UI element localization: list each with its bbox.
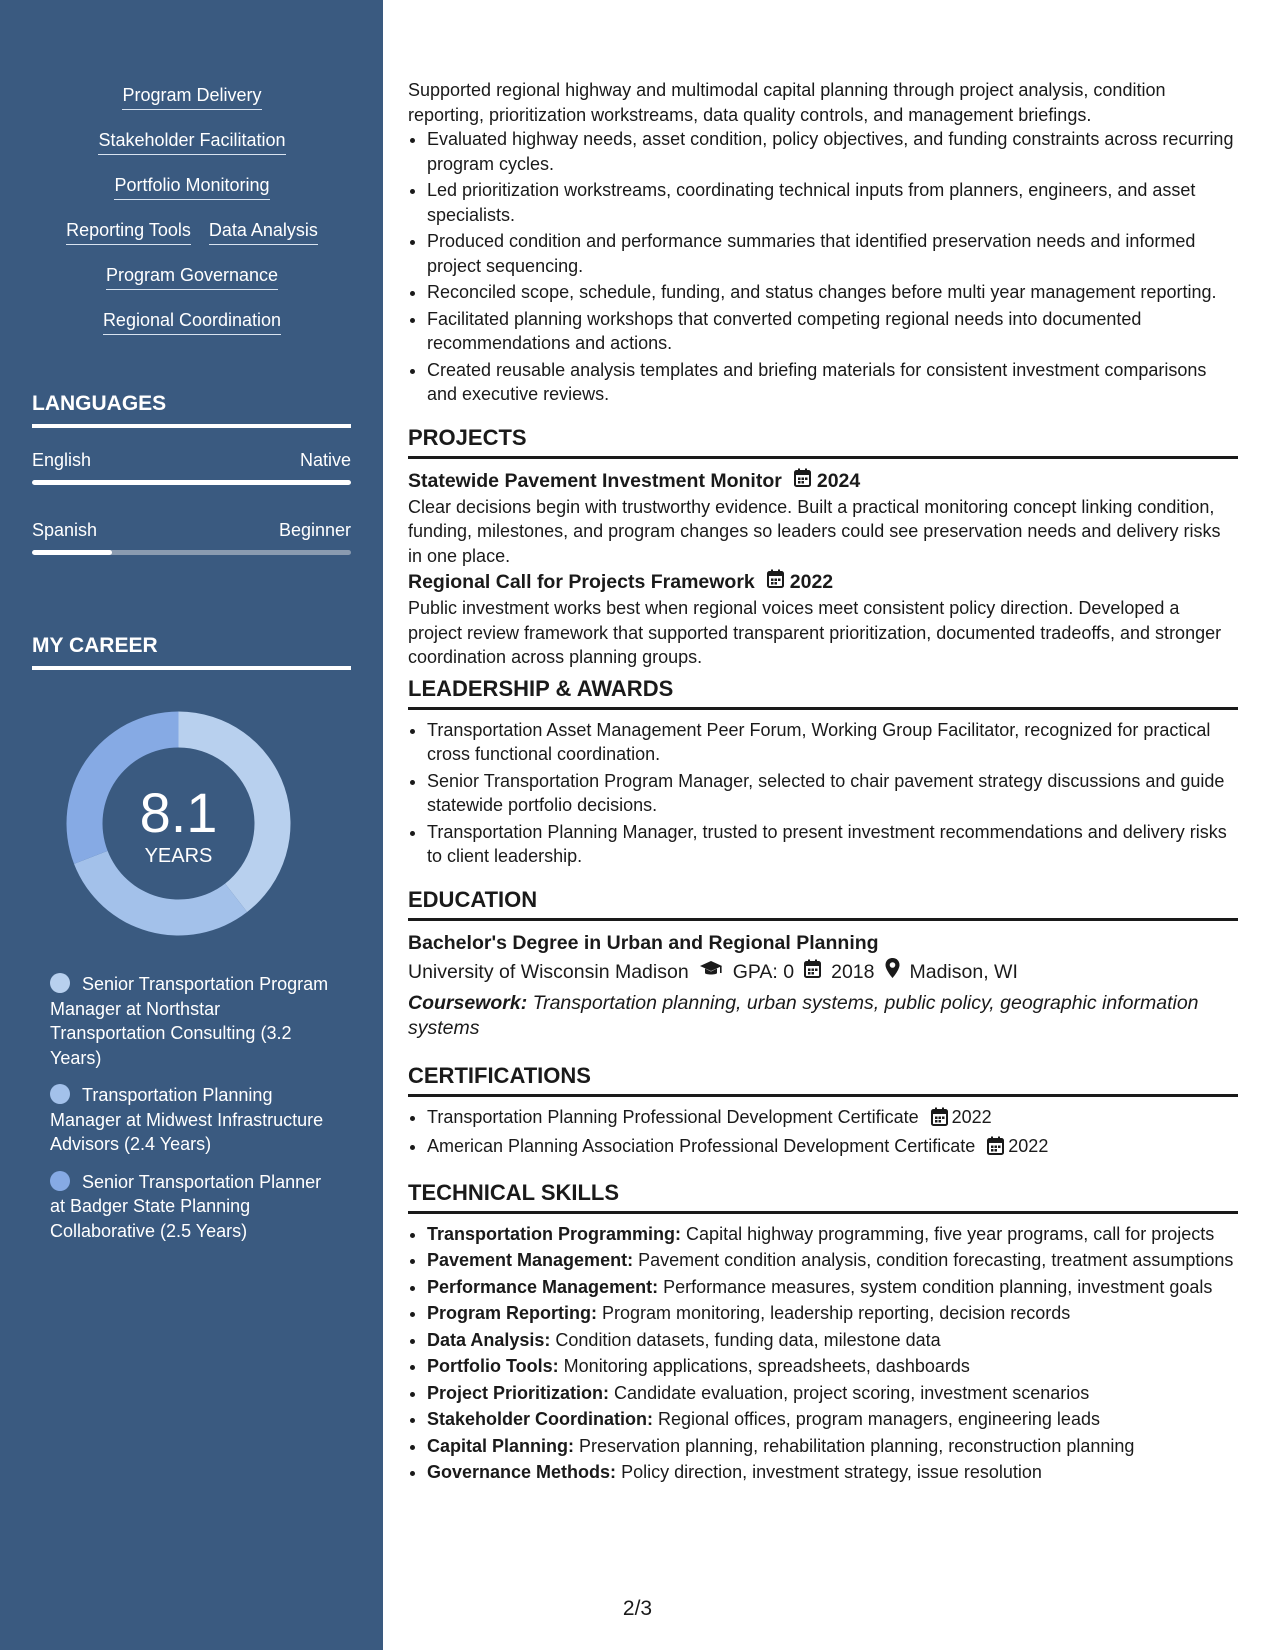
technical-skill-label: Data Analysis: <box>427 1329 551 1350</box>
project-title: Statewide Pavement Investment Monitor <box>408 469 782 492</box>
skill-tag: Program Delivery <box>122 84 261 110</box>
technical-skill-value: Policy direction, investment strategy, issue resolution <box>621 1462 1042 1482</box>
technical-skill <box>427 1248 1238 1273</box>
skill-row <box>32 129 352 174</box>
career-text: Senior Transportation Planner at Badger State Planning Collaborative (2.5 Years) <box>50 1171 322 1241</box>
certifications-list <box>408 1105 1238 1162</box>
experience-bullet: • Created reusable analysis templates and briefing materials for consistent investment comparisons and executive reviews. <box>427 358 1238 407</box>
certification-name: American Planning Association Professional Development Certificate <box>427 1136 976 1156</box>
technical-skill <box>427 1222 1238 1247</box>
language-name: English <box>32 450 92 470</box>
coursework-text: Transportation planning, urban systems, public policy, geographic information systems <box>408 991 1199 1039</box>
technical-skill-value: Condition datasets, funding data, milestone data <box>555 1329 941 1350</box>
career-dot <box>50 973 70 993</box>
certification-name: Transportation Planning Professional Development Certificate <box>427 1106 919 1127</box>
sidebar <box>0 0 383 1650</box>
project-description: Clear decisions begin with trustworthy evidence. Built a practical monitoring concept linking condition, funding, milestones, and program changes so leaders could see preservation needs and delivery risks in one place. <box>408 496 1221 566</box>
project-description: Public investment works best when regional voices meet consistent policy direction. Developed a project review framework that supported transparent prioritization, documented tradeoffs, and stronger coordination across planning groups. <box>408 598 1222 667</box>
technical-skill <box>427 1407 1238 1432</box>
career-dot <box>50 1084 70 1104</box>
calendar-icon <box>794 467 811 495</box>
coursework-label: Coursework: <box>408 991 528 1014</box>
technical-skill-value: Program monitoring, leadership reporting, decision records <box>602 1303 1071 1323</box>
experience-bullet: • Facilitated planning workshops that converted competing regional needs into documented recommendations and actions. <box>427 307 1238 356</box>
certifications-section <box>408 1061 1238 1162</box>
technical-skills-list <box>408 1222 1238 1485</box>
career-total: 8.1 <box>139 781 218 844</box>
technical-skill-label: Transportation Programming: <box>427 1223 682 1244</box>
technical-skill <box>427 1460 1238 1485</box>
award-item: • Transportation Asset Management Peer Forum, Working Group Facilitator, recognized for practical cross functional coordination. <box>427 718 1238 767</box>
technical-skill-label: Capital Planning: <box>427 1435 575 1456</box>
technical-skill-label: Stakeholder Coordination: <box>427 1409 654 1429</box>
technical-skill-label: Program Reporting: <box>427 1303 598 1323</box>
language-level: Native <box>299 450 351 470</box>
experience-bullet: • Evaluated highway needs, asset condition, policy objectives, and funding constraints across recurring program cycles. <box>427 127 1238 176</box>
project-title-line <box>408 467 1238 495</box>
career-donut <box>66 711 291 936</box>
language-bar <box>32 550 351 555</box>
calendar-icon <box>987 1136 1004 1162</box>
experience-bullets <box>408 127 1238 407</box>
graduation-year: 2018 <box>831 960 875 983</box>
technical-skill <box>427 1301 1238 1326</box>
degree-title: Bachelor's Degree in Urban and Regional Planning <box>408 931 879 954</box>
main-content <box>408 78 1238 1487</box>
technical-skill-label: Project Prioritization: <box>427 1382 610 1403</box>
calendar-icon <box>804 957 821 987</box>
skill-row <box>32 219 352 264</box>
skill-row <box>32 174 352 219</box>
skill-tag: Reporting Tools <box>66 219 191 245</box>
technical-skills-section <box>408 1178 1238 1485</box>
skill-tag: Portfolio Monitoring <box>114 174 269 200</box>
projects-section <box>408 423 1238 670</box>
technical-skill-value: Preservation planning, rehabilitation planning, reconstruction planning <box>579 1435 1135 1456</box>
graduation-cap-icon <box>699 957 723 987</box>
calendar-icon <box>767 568 784 596</box>
experience-bullet: • Reconciled scope, schedule, funding, and status changes before multi year management reporting. <box>427 280 1238 305</box>
school-name: University of Wisconsin Madison <box>408 960 689 983</box>
experience-bullet: • Led prioritization workstreams, coordinating technical inputs from planners, engineers, and asset specialists. <box>427 178 1238 227</box>
technical-skill-value: Candidate evaluation, project scoring, investment scenarios <box>614 1382 1090 1403</box>
project-year: 2024 <box>816 469 861 492</box>
certification-item <box>427 1134 1238 1162</box>
coursework <box>408 991 1238 1041</box>
skill-tag: Stakeholder Facilitation <box>98 129 285 155</box>
project-year: 2022 <box>789 571 834 593</box>
languages-heading: LANGUAGES <box>32 390 351 428</box>
certification-item <box>427 1105 1238 1133</box>
language-level: Beginner <box>278 520 351 540</box>
page-number: 2/3 <box>622 1597 653 1620</box>
awards-section <box>408 674 1238 869</box>
career-item <box>50 972 340 1070</box>
career-item <box>50 1083 340 1157</box>
technical-skill <box>427 1434 1238 1459</box>
education-heading: EDUCATION <box>408 885 1238 921</box>
language-bar-fill <box>32 550 112 555</box>
skill-tag: Program Governance <box>106 264 278 290</box>
career-unit: YEARS <box>144 845 213 867</box>
language-english <box>32 448 351 485</box>
technical-skill-value: Pavement condition analysis, condition forecasting, treatment assumptions <box>638 1250 1234 1270</box>
language-bar <box>32 480 351 485</box>
technical-skill-value: Capital highway programming, five year programs, call for projects <box>686 1223 1215 1244</box>
skill-row <box>32 309 352 354</box>
skill-tags <box>32 84 352 354</box>
career-text: Transportation Planning Manager at Midwest Infrastructure Advisors (2.4 Years) <box>50 1085 324 1154</box>
technical-skill-label: Performance Management: <box>427 1276 659 1297</box>
technical-skill-label: Portfolio Tools: <box>427 1356 559 1376</box>
career-item <box>50 1170 340 1244</box>
experience-bullet: • Produced condition and performance summaries that identified preservation needs and informed project sequencing. <box>427 229 1238 278</box>
calendar-icon <box>931 1107 948 1133</box>
language-bar-fill <box>32 480 351 485</box>
gpa: GPA: 0 <box>732 960 795 983</box>
career-list <box>50 972 340 1256</box>
technical-skill <box>427 1328 1238 1353</box>
skill-tag: Data Analysis <box>209 219 318 245</box>
technical-skill-value: Monitoring applications, spreadsheets, dashboards <box>563 1356 970 1376</box>
technical-skill-label: Governance Methods: <box>427 1462 617 1482</box>
award-item: • Senior Transportation Program Manager, selected to chair pavement strategy discussions and guide statewide portfolio decisions. <box>427 769 1238 818</box>
certification-year: 2022 <box>1008 1136 1049 1156</box>
technical-skill <box>427 1381 1238 1406</box>
location-pin-icon <box>885 957 900 987</box>
career-dot <box>50 1171 70 1191</box>
language-name: Spanish <box>32 520 98 540</box>
skill-row <box>32 264 352 309</box>
language-spanish <box>32 518 351 555</box>
education-section <box>408 885 1238 1041</box>
project-title-line <box>408 568 1238 596</box>
technical-skills-heading: TECHNICAL SKILLS <box>408 1178 1238 1214</box>
awards-list <box>408 718 1238 869</box>
skill-row <box>32 84 352 129</box>
career-heading: MY CAREER <box>32 632 351 670</box>
school-location: Madison, WI <box>909 960 1018 983</box>
technical-skill-value: Performance measures, system condition planning, investment goals <box>663 1276 1213 1297</box>
certifications-heading: CERTIFICATIONS <box>408 1061 1238 1097</box>
education-details <box>408 957 1238 987</box>
technical-skill-value: Regional offices, program managers, engineering leads <box>658 1409 1100 1429</box>
projects-heading: PROJECTS <box>408 423 1238 459</box>
technical-skill <box>427 1354 1238 1379</box>
technical-skill <box>427 1275 1238 1300</box>
career-text: Senior Transportation Program Manager at Northstar Transportation Consulting (3.2 Years) <box>50 974 329 1068</box>
skill-tag: Regional Coordination <box>103 309 281 335</box>
certification-year: 2022 <box>951 1106 992 1127</box>
project-title: Regional Call for Projects Framework <box>408 571 755 593</box>
experience-intro: Supported regional highway and multimodal capital planning through project analysis, condition reporting, prioritization workstreams, data quality controls, and management briefings. <box>408 80 1166 125</box>
awards-heading: LEADERSHIP & AWARDS <box>408 674 1238 710</box>
award-item: • Transportation Planning Manager, trusted to present investment recommendations and delivery risks to client leadership. <box>427 820 1238 869</box>
technical-skill-label: Pavement Management: <box>427 1250 634 1270</box>
